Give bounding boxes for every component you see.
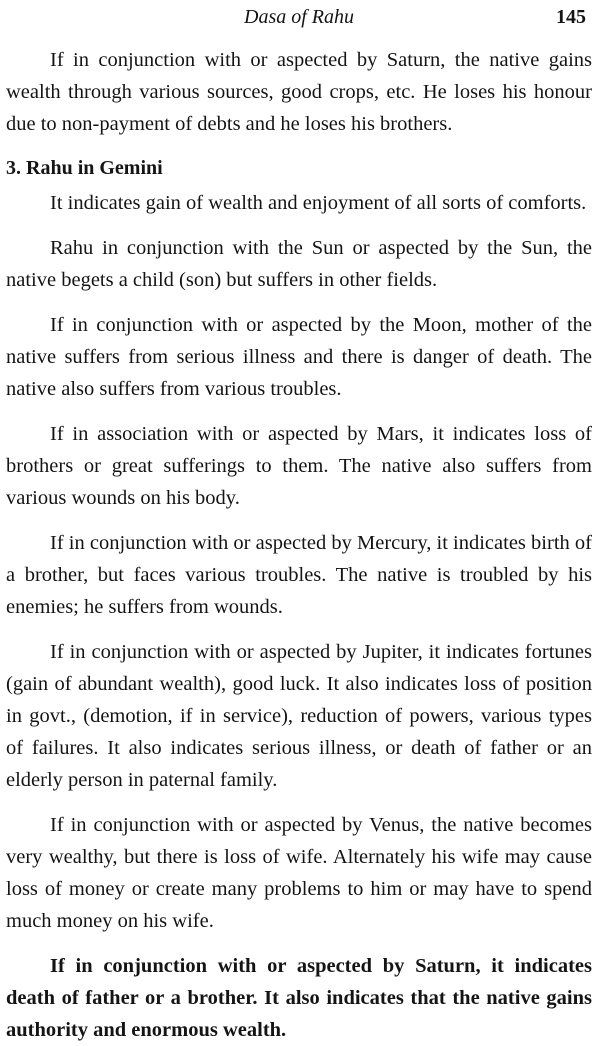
page-number: 145 bbox=[556, 6, 586, 28]
paragraph-moon: If in conjunction with or aspected by the Moon, mother of the native suffers from serious illness and there is danger of death. The native also suffers from various troubles. bbox=[6, 314, 592, 400]
section-heading: 3. Rahu in Gemini bbox=[6, 157, 163, 179]
paragraph-venus: If in conjunction with or aspected by Venus, the native becomes very wealthy, but there is loss of wife. Alternately his wife may cause loss of money or create many problems to him or may have to spend much money on his wife. bbox=[6, 814, 592, 932]
paragraph-mercury: If in conjunction with or aspected by Mercury, it indicates birth of a brother, but faces various troubles. The native is troubled by his enemies; he suffers from wounds. bbox=[6, 532, 592, 618]
paragraph-saturn: If in conjunction with or aspected by Saturn, it indicates death of father or a brother. It also indicates that the native gains authority and enormous wealth. bbox=[6, 955, 592, 1041]
paragraph-jupiter: If in conjunction with or aspected by Jupiter, it indicates fortunes (gain of abundant wealth), good luck. It also indicates loss of position in govt., (demotion, if in service), reduction of powers, various types of failures. It also indicates serious illness, or death of father or an elderly person in paternal family. bbox=[6, 641, 592, 791]
paragraph-saturn-aspect: If in conjunction with or aspected by Saturn, the native gains wealth through various sources, good crops, etc. He loses his honour due to non-payment of debts and he loses his brothers. bbox=[6, 49, 592, 135]
paragraph-gemini-intro: It indicates gain of wealth and enjoyment of all sorts of comforts. bbox=[50, 192, 587, 214]
paragraph-sun: Rahu in conjunction with the Sun or aspected by the Sun, the native begets a child (son) but suffers in other fields. bbox=[6, 237, 592, 291]
running-title: Dasa of Rahu bbox=[244, 6, 354, 28]
paragraph-mars: If in association with or aspected by Mars, it indicates loss of brothers or great sufferings to them. The native also suffers from various wounds on his body. bbox=[6, 423, 592, 509]
running-header bbox=[6, 4, 592, 34]
